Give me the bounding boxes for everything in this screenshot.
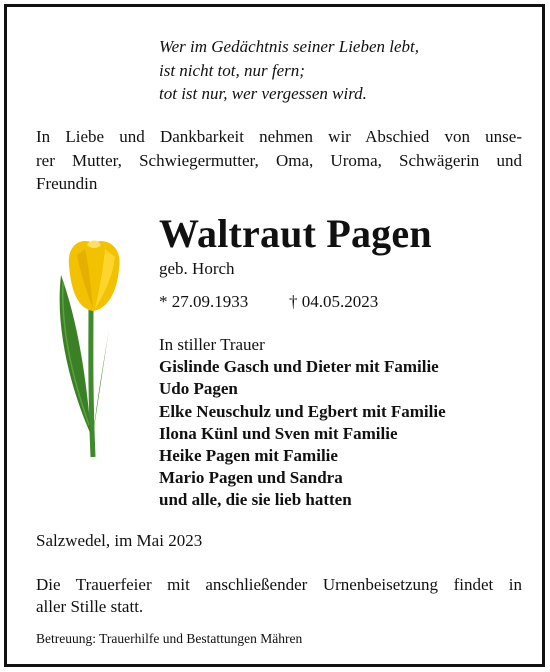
maiden-name: geb. Horch [159,259,235,278]
ceremony-line: Die Trauerfeier mit anschließender Urnenbeisetzung findet in [36,575,522,594]
mourners-lead: In stiller Trauer [159,335,265,354]
poem-line: ist nicht tot, nur fern; [159,60,305,80]
mourner-entry: Gislinde Gasch und Dieter mit Familie [159,357,439,377]
birth-date: * 27.09.1933 [159,292,249,311]
poem-line: Wer im Gedächtnis seiner Lieben lebt, [159,37,419,56]
death-date: † 04.05.2023 [289,292,379,311]
intro-line: rer Mutter, Schwiegermutter, Oma, Uroma, Schwägerin und [36,150,522,170]
mourner-entry: Mario Pagen und Sandra [159,468,343,488]
ceremony-line: aller Stille statt. [36,597,144,616]
mourner-entry: Heike Pagen mit Familie [159,446,338,466]
life-dates [159,292,379,312]
intro-text [36,125,522,196]
mourner-entry: Elke Neuschulz und Egbert mit Familie [159,401,446,421]
deceased-name: Waltraut Pagen [159,211,432,256]
memorial-poem [159,35,419,106]
undertaker-credit: Betreuung: Trauerhilfe und Bestattungen Mähren [36,631,303,646]
mourner-entry: Ilona Künl und Sven mit Familie [159,423,398,443]
intro-line: Freundin [36,174,98,193]
mourners-list [159,334,446,512]
tulip-icon [47,235,137,460]
ceremony-notice [36,574,522,618]
obituary-frame [4,4,545,667]
place-date: Salzwedel, im Mai 2023 [36,531,203,550]
mourner-entry: und alle, die sie lieb hatten [159,490,352,510]
mourner-entry: Udo Pagen [159,379,238,399]
poem-line: tot ist nur, wer vergessen wird. [159,84,367,103]
intro-line: In Liebe und Dankbarkeit nehmen wir Abschied von unse- [36,127,522,146]
